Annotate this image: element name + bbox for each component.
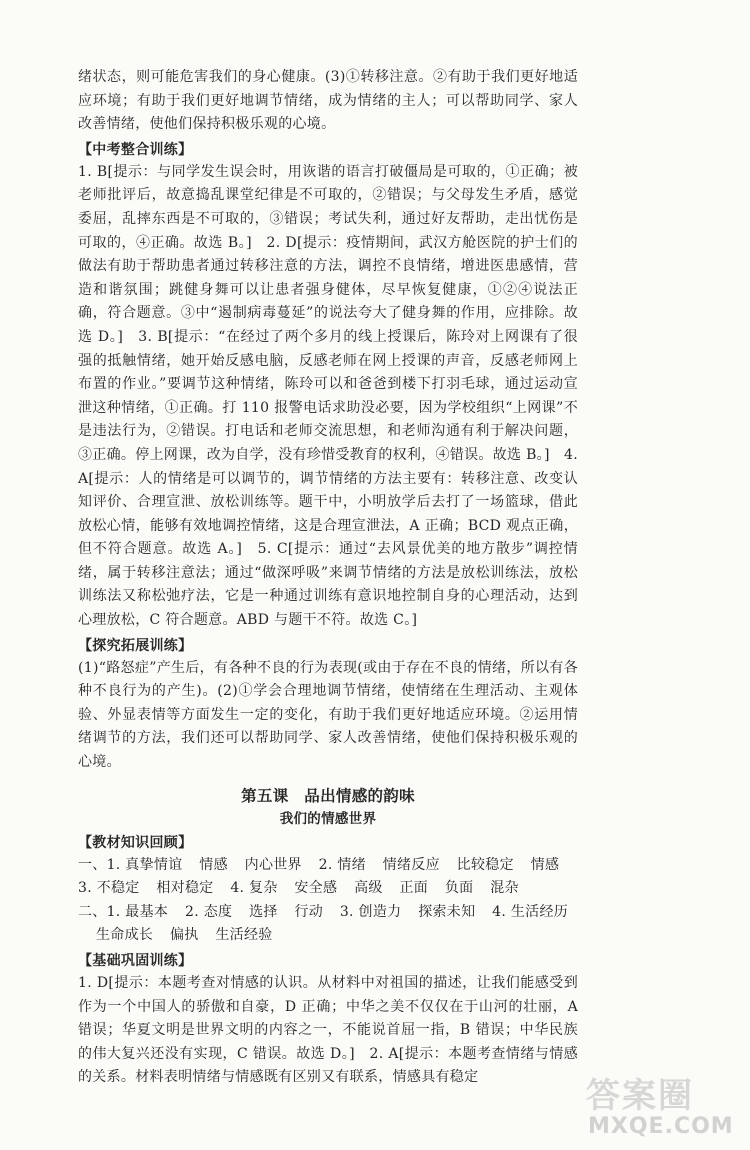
jiaocai-item: 4. 复杂 <box>230 880 278 897</box>
jiaocai-item: 安全感 <box>294 880 338 897</box>
section-label-jichu: 【基础巩固训练】 <box>78 953 193 969</box>
jiaocai-item: 相对稳定 <box>156 880 214 897</box>
jiaocai-item: 一、1. 真挚情谊 <box>78 856 183 873</box>
jiaocai-item: 比较稳定 <box>456 856 514 873</box>
jiaocai-line-1 <box>78 854 578 878</box>
jiaocai-item: 3. 创造力 <box>339 903 402 920</box>
section-label-jiaocai: 【教材知识回顾】 <box>78 834 193 851</box>
jiaocai-item: 二、1. 最基本 <box>78 903 169 920</box>
jiaocai-item: 2. 态度 <box>184 903 233 920</box>
document-page <box>78 66 578 1090</box>
jiaocai-item: 生命成长 <box>96 927 154 944</box>
section-label-zhongkao: 【中考整合训练】 <box>78 141 193 158</box>
jiaocai-item: 4. 生活经历 <box>492 903 569 920</box>
jichu-answers: 1. D[提示：本题考查对情感的认识。从材料中对祖国的描述，让我们能感受到作为一个中国人的骄傲和自豪，D 正确；中华之美不仅仅在于山河的壮丽，A 错误；华夏文明是世界文明的内容之一，不能说首屈一指，B 错误；中华民族的伟大复兴还没有实现，C 错误。故选 D。] 2. A[提示：本题考查情绪与情感的关系。材料表明情绪与情感既有区别又有联系，情感具有稳定 <box>78 975 578 1086</box>
jiaocai-item: 情感 <box>530 856 560 873</box>
jiaocai-item: 探索未知 <box>418 903 476 920</box>
jiaocai-line-4 <box>78 924 578 948</box>
lesson-title: 第五课 品出情感的韵味 <box>241 786 415 805</box>
tanjiu-answers: (1)“路怒症”产生后，有各种不良的行为表现(或由于存在不良的情绪，所以有各种不良行为的产生)。(2)①学会合理地调节情绪，使情绪在生理活动、主观体验、外显表情等方面发生一定的变化，有助于我们更好地适应环境。②运用情绪调节的方法，我们还可以帮助同学、家人改善情绪，使他们保持积极乐观的心境。 <box>78 659 578 771</box>
jiaocai-item: 混杂 <box>490 880 519 897</box>
watermark-text: 答案圈 <box>586 1076 694 1116</box>
jiaocai-item: 情感 <box>199 856 228 873</box>
jiaocai-line-2 <box>78 877 578 901</box>
section-label-tanjiu: 【探究拓展训练】 <box>78 637 193 654</box>
intro-paragraph: 绪状态，则可能危害我们的身心健康。(3)①转移注意。②有助于我们更好地适应环境；有助于我们更好地调节情绪，成为情绪的主人；可以帮助同学、家人改善情绪，使他们保持积极乐观的心境。 <box>78 69 578 133</box>
zhongkao-answers: 1. B[提示：与同学发生误会时，用诙谐的语言打破僵局是可取的，①正确；被老师批评后，故意捣乱课堂纪律是不可取的，②错误；与父母发生矛盾，感觉委屈，乱摔东西是不可取的，③错误；考试失利，通过好友帮助，走出忧伤是可取的，④正确。故选 B。] 2. D[提示：疫情期间，武汉方舱医院的护士们的做法有助于帮助患者通过转移注意的方法，调控不良情绪，增进医患感情，营造和谐氛围；跳健身舞可以让患者强身健体，尽早恢复健康，①②④说法正确，符合题意。③中“遏制病毒蔓延”的说法夸大了健身舞的作用，应排除。故选 D。] 3. B[提示：“在经过了两个多月的线上授课后，陈玲对上网课有了很强的抵触情绪，她开始反感电脑，反感老师在网上授课的声音，反感老师网上布置的作业。”要调节这种情绪，陈玲可以和爸爸到楼下打羽毛球，通过运动宣泄这种情绪，①正确。打 110 报警电话求助没必要，因为学校组织“上网课”不是违法行为，②错误。打电话和老师交流思想，和老师沟通有利于解决问题，③正确。停上网课，改为自学，没有珍惜受教育的权利，④错误。故选 B。] 4. A[提示：人的情绪是可以调节的，调节情绪的方法主要有：转移注意、改变认知评价、合理宣泄、放松训练等。题干中，小明放学后去打了一场篮球，借此放松心情，能够有效地调控情绪，这是合理宣泄法，A 正确；BCD 观点正确，但不符合题意。故选 A。] 5. C[提示：通过“去风景优美的地方散步”调控情绪，属于转移注意法；通过“做深呼吸”来调节情绪的方法是放松训练法，放松训练法又称松弛疗法，它是一种通过训练有意识地控制自身的心理活动，达到心理放松，C 符合题意。ABD 与题干不符。故选 C。] <box>78 163 578 629</box>
lesson-subtitle: 我们的情感世界 <box>279 810 377 827</box>
jiaocai-item: 内心世界 <box>244 856 302 873</box>
jiaocai-item: 偏执 <box>169 927 199 944</box>
jiaocai-item: 正面 <box>399 880 429 897</box>
jiaocai-item: 2. 情绪 <box>318 856 366 873</box>
jiaocai-item: 情绪反应 <box>382 856 440 873</box>
jiaocai-line-3 <box>78 901 578 925</box>
jiaocai-item: 选择 <box>249 903 278 920</box>
jiaocai-item: 行动 <box>294 903 324 920</box>
jiaocai-item: 生活经验 <box>215 927 273 944</box>
jiaocai-item: 高级 <box>354 880 383 897</box>
watermark-logo <box>586 1078 736 1140</box>
watermark-url: MXQE.COM <box>588 1114 734 1139</box>
jiaocai-item: 3. 不稳定 <box>78 880 140 897</box>
jiaocai-item: 负面 <box>444 880 474 897</box>
